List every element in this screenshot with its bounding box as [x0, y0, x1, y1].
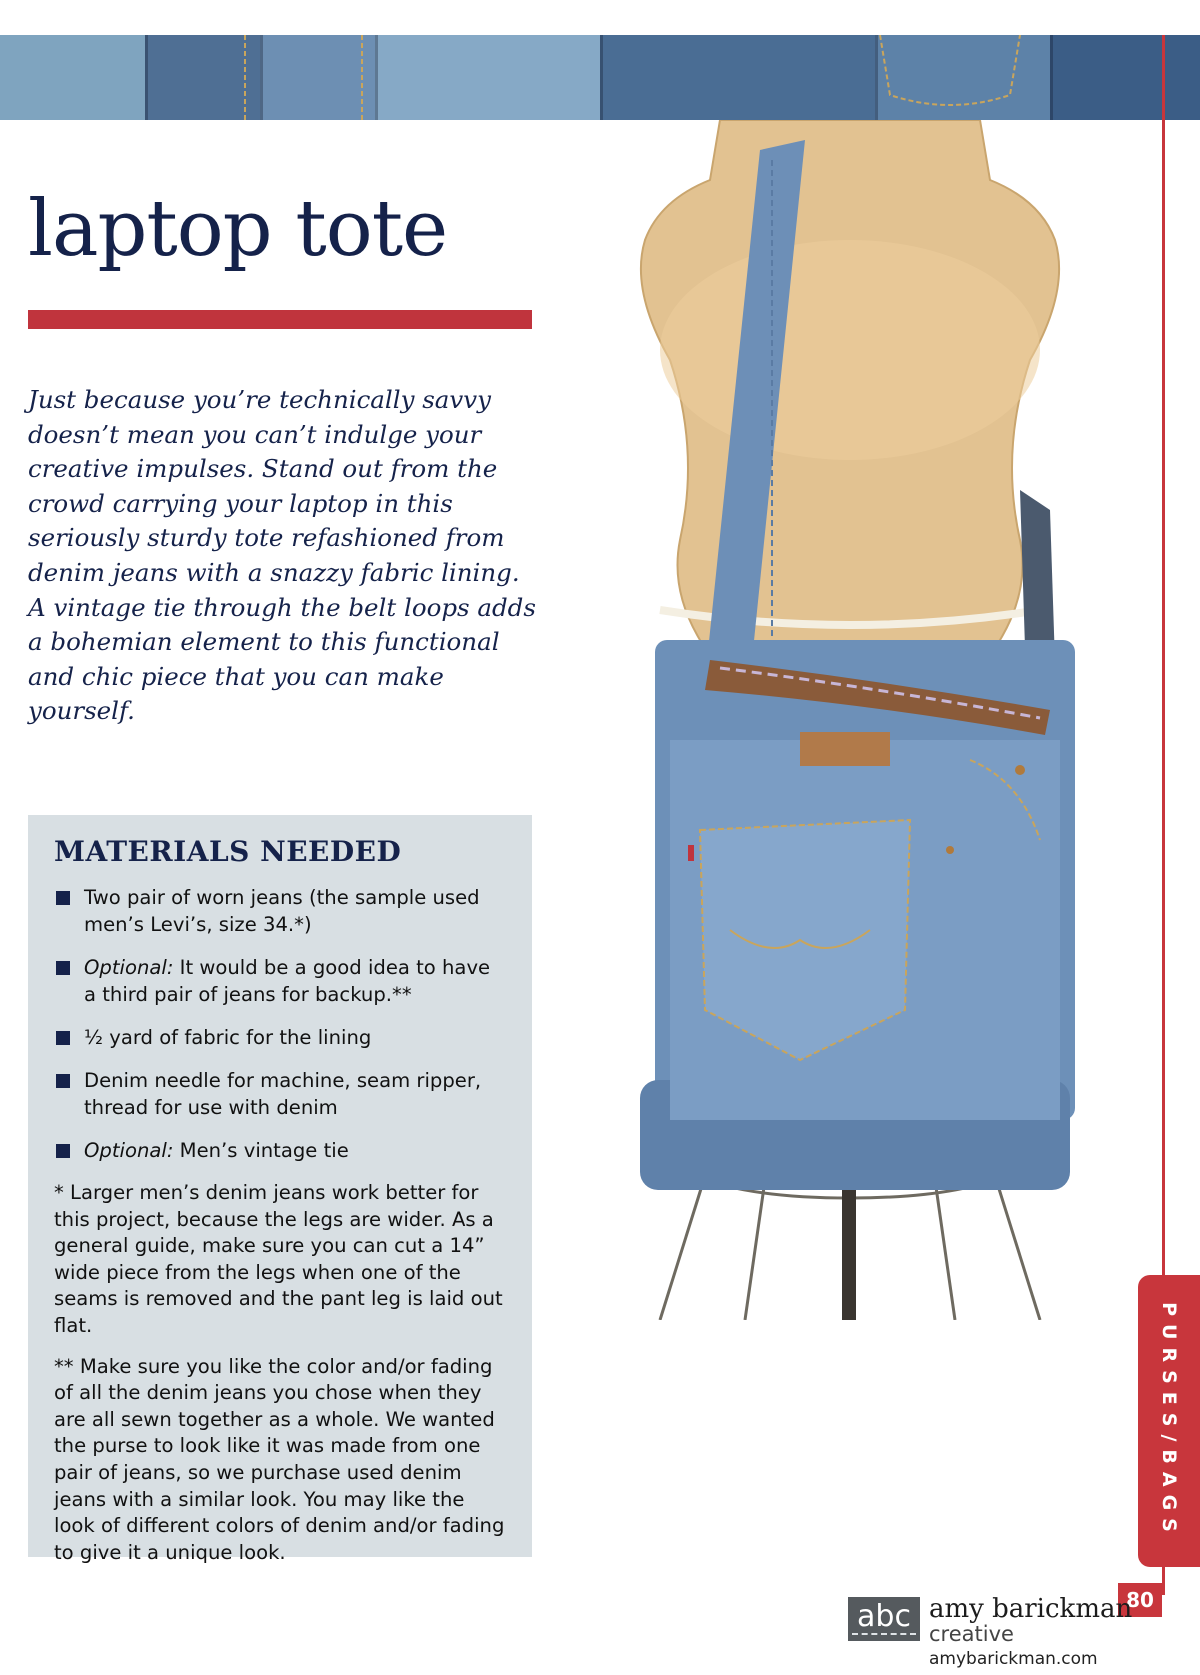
item-prefix: Optional: — [84, 1139, 174, 1162]
square-bullet-icon — [56, 1144, 70, 1158]
item-text: ½ yard of fabric for the lining — [84, 1026, 372, 1049]
list-item — [54, 1067, 506, 1121]
item-text: Two pair of worn jeans (the sample used men’s Levi’s, size 34.*) — [84, 886, 480, 936]
footnote-double-star: ** Make sure you like the color and/or fading of all the denim jeans you chose when they are all sewn together as a whole. We wanted the purse to look like it was made from one pair of jeans, so we purchase used denim jeans with a similar look. You may like the look of different colors of denim and/or fading to give it a unique look. — [54, 1354, 505, 1564]
brand-name: amy barickman — [929, 1594, 1133, 1624]
materials-heading: MATERIALS NEEDED — [54, 835, 402, 868]
title-underline — [28, 310, 532, 329]
list-item — [54, 1137, 506, 1164]
logo-text: abc — [857, 1599, 911, 1634]
materials-list — [54, 884, 506, 1164]
tote-photo — [600, 120, 1160, 1320]
page-number: 80 — [1118, 1583, 1162, 1617]
intro-paragraph: Just because you’re technically savvy doesn’t mean you can’t indulge your creative impulses. Stand out from the crowd carrying your laptop in this seriously sturdy tote refashioned from denim jeans with a snazzy fabric lining. A vintage tie through the belt loops adds a bohemian element to this functional and chic piece that you can make yourself. — [28, 385, 536, 726]
section-tab-label: PURSES/BAGS — [1158, 1302, 1180, 1540]
item-text: Men’s vintage tie — [173, 1139, 349, 1162]
item-text: It would be a good idea to have a third pair of jeans for backup.** — [84, 956, 491, 1006]
denim-banner — [0, 35, 1200, 120]
list-item — [54, 954, 506, 1008]
item-text: Denim needle for machine, seam ripper, thread for use with denim — [84, 1069, 482, 1119]
page-title: laptop tote — [28, 184, 448, 274]
list-item — [54, 1024, 506, 1051]
list-item — [54, 884, 506, 938]
square-bullet-icon — [56, 1031, 70, 1045]
materials-panel — [28, 815, 532, 1564]
footnote-single-star: * Larger men’s denim jeans work better for this project, because the legs are wider. As a general guide, make sure you can cut a 14” wide piece from the legs when one of the seams is removed and the pant leg is laid out flat. — [54, 1181, 503, 1337]
brand-url: amybarickman.com — [929, 1649, 1098, 1669]
brand-subtitle: creative — [929, 1622, 1014, 1646]
section-tab — [1138, 1275, 1200, 1567]
abc-logo — [848, 1597, 920, 1641]
square-bullet-icon — [56, 1074, 70, 1088]
item-prefix: Optional: — [84, 956, 174, 979]
square-bullet-icon — [56, 891, 70, 905]
pocket-stitching — [0, 35, 1200, 120]
square-bullet-icon — [56, 961, 70, 975]
